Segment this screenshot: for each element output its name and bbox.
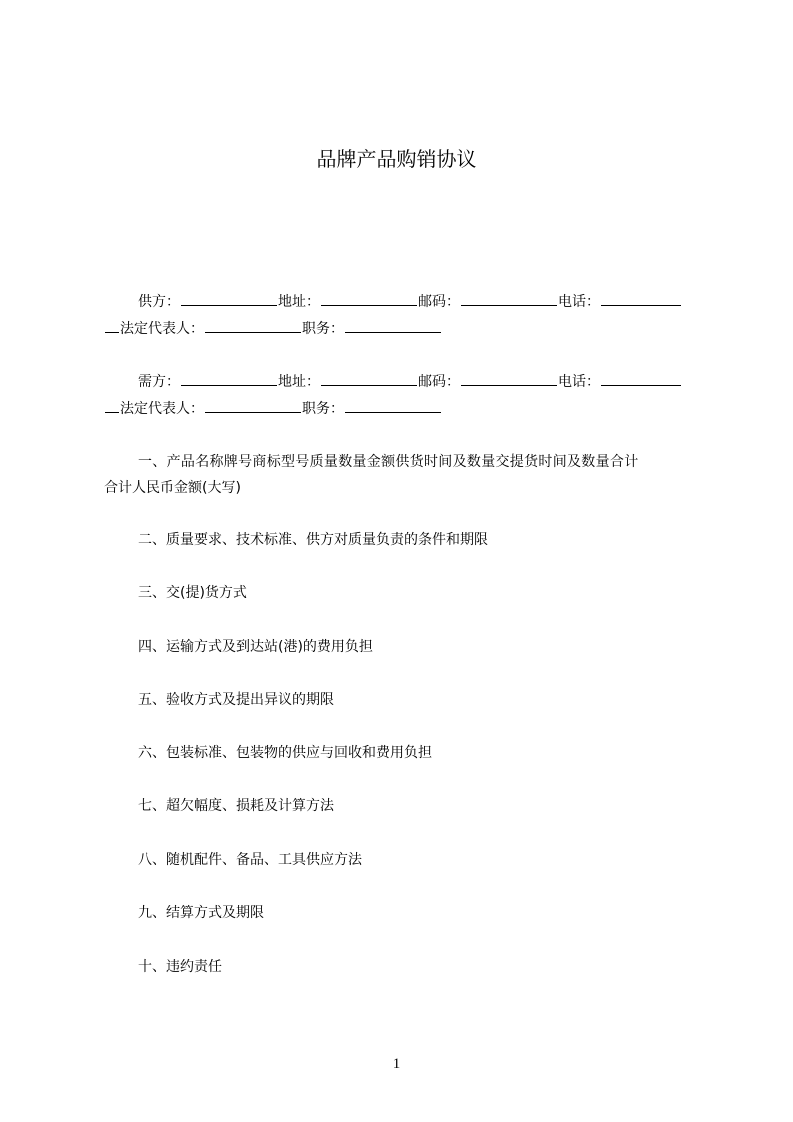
- address-label: 地址：: [278, 374, 320, 390]
- legal-rep-blank[interactable]: [205, 398, 301, 413]
- clause: 二、质量要求、技术标准、供方对质量负责的条件和期限: [138, 532, 488, 548]
- phone-label: 电话：: [558, 374, 600, 390]
- clause: 五、验收方式及提出异议的期限: [138, 692, 334, 708]
- postcode-blank[interactable]: [461, 371, 557, 386]
- postcode-label: 邮码：: [418, 374, 460, 390]
- legal-rep-label: 法定代表人：: [120, 401, 204, 417]
- buyer-blank[interactable]: [181, 371, 277, 386]
- postcode-blank[interactable]: [461, 291, 557, 306]
- address-blank[interactable]: [321, 371, 417, 386]
- legal-rep-blank[interactable]: [205, 318, 301, 333]
- clause: 七、超欠幅度、损耗及计算方法: [138, 798, 334, 814]
- page-number: 1: [392, 1056, 401, 1072]
- clause: 三、交(提)货方式: [138, 585, 247, 601]
- postcode-label: 邮码：: [418, 294, 460, 310]
- phone-blank[interactable]: [601, 291, 681, 306]
- address-label: 地址：: [278, 294, 320, 310]
- supplier-blank[interactable]: [181, 291, 277, 306]
- document-title: 品牌产品购销协议: [316, 147, 477, 171]
- supplier-label: 供方：: [138, 294, 180, 310]
- address-blank[interactable]: [321, 291, 417, 306]
- legal-rep-label: 法定代表人：: [120, 321, 204, 337]
- supplier-line-1: [138, 291, 682, 311]
- clause: 八、随机配件、备品、工具供应方法: [138, 852, 362, 868]
- clause-1-line-2: 合计人民币金额(大写): [104, 480, 241, 496]
- position-label: 职务：: [302, 321, 344, 337]
- supplier-line-2: [104, 318, 442, 338]
- clause-1-line-1: 一、产品名称牌号商标型号质量数量金额供货时间及数量交提货时间及数量合计: [138, 454, 639, 470]
- clause: 四、运输方式及到达站(港)的费用负担: [138, 639, 373, 655]
- phone-blank[interactable]: [601, 371, 681, 386]
- buyer-line-2: [104, 398, 442, 418]
- clause: 十、违约责任: [138, 959, 222, 975]
- buyer-label: 需方：: [138, 374, 180, 390]
- clause: 六、包装标准、包装物的供应与回收和费用负担: [138, 745, 432, 761]
- position-label: 职务：: [302, 401, 344, 417]
- buyer-line-1: [138, 371, 682, 391]
- phone-blank-cont[interactable]: [105, 398, 119, 413]
- position-blank[interactable]: [345, 318, 441, 333]
- clause: 九、结算方式及期限: [138, 905, 264, 921]
- phone-blank-cont[interactable]: [105, 318, 119, 333]
- position-blank[interactable]: [345, 398, 441, 413]
- phone-label: 电话：: [558, 294, 600, 310]
